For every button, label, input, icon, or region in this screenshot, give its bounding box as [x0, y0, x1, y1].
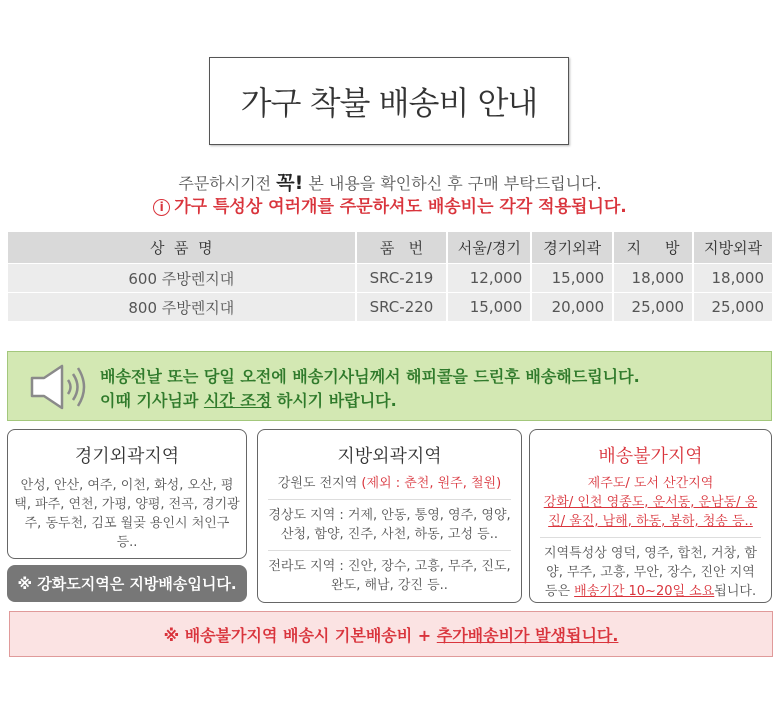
info-icon: i — [153, 199, 170, 216]
shipping-fee-table — [6, 232, 774, 321]
cell-price: 20,000 — [532, 292, 612, 321]
happy-call-banner — [7, 351, 772, 421]
footer-underline: 추가배송비가 발생됩니다. — [436, 625, 619, 645]
divider — [268, 550, 511, 551]
cell-price: 12,000 — [448, 263, 530, 292]
cell-product: 800 주방렌지대 — [8, 292, 355, 321]
notice-pre: 주문하시기전 — [178, 174, 277, 193]
gyeongsang-text: 경상도 지역 : 거제, 안동, 통영, 영주, 영양, 산청, 함양, 진주, 사천, 하동, 고성 등.. — [268, 508, 511, 542]
col-header-product: 상 품 명 — [8, 232, 355, 263]
gangwon-label: 강원도 전지역 — [277, 476, 362, 491]
box-title: 배송불가지역 — [598, 446, 703, 467]
delay-text — [530, 544, 771, 601]
col-header-gyeonggi-outer: 경기외곽 — [532, 232, 612, 263]
region-list: 강화/ 인천 영종도, 운서동, 운남동/ 옹진/ 울진, 남해, 하동, 봉하, 청송 등.. — [543, 495, 758, 529]
cell-code: SRC-219 — [357, 263, 447, 292]
cell-price: 18,000 — [614, 263, 692, 292]
cell-code: SRC-220 — [357, 292, 447, 321]
jeolla-text: 전라도 지역 : 진안, 장수, 고흥, 무주, 진도, 완도, 해남, 강진 등.. — [268, 559, 511, 593]
delay-period: 배송기간 10~20일 소요 — [574, 584, 715, 599]
page-title: 가구 착불 배송비 안내 — [240, 84, 538, 122]
gangwon-text — [258, 474, 521, 493]
cell-product: 600 주방렌지대 — [8, 263, 355, 292]
divider — [268, 499, 511, 500]
gyeonggi-outer-box — [7, 429, 247, 559]
cell-price: 25,000 — [614, 292, 692, 321]
notice-emphasis: 꼭! — [276, 172, 304, 194]
title-box — [209, 57, 569, 145]
col-header-province-outer: 지방외곽 — [694, 232, 772, 263]
no-delivery-regions — [530, 474, 771, 531]
ganghwa-note: ※ 강화도지역은 지방배송입니다. — [7, 565, 247, 602]
banner-line2-underline: 시간 조정 — [203, 391, 272, 410]
banner-text — [100, 365, 640, 413]
no-delivery-box — [529, 429, 772, 603]
extra-fee-banner — [9, 611, 773, 657]
box-title: 지방외곽지역 — [337, 446, 442, 467]
table-row — [8, 263, 772, 292]
cell-price: 18,000 — [694, 263, 772, 292]
col-header-code: 품 번 — [357, 232, 447, 263]
gangwon-exclusion: (제외 : 춘천, 원주, 철원) — [361, 476, 502, 491]
notice-post: 본 내용을 확인하신 후 구매 부탁드립니다. — [303, 174, 602, 193]
box-title: 경기외곽지역 — [74, 446, 180, 467]
col-header-province: 지 방 — [614, 232, 692, 263]
divider — [540, 537, 761, 538]
delay-pre: 지역특성상 영덕, 영주, 합천, 거창, 함양, 무주, 고흥, 무안, 장수, 진안 지역 등은 — [543, 546, 757, 599]
banner-line2 — [100, 389, 640, 413]
cell-price: 25,000 — [694, 292, 772, 321]
warning-text: 가구 특성상 여러개를 주문하셔도 배송비는 각각 적용됩니다. — [174, 197, 627, 217]
banner-line1: 배송전날 또는 당일 오전에 배송기사님께서 해피콜을 드린후 배송해드립니다. — [100, 367, 640, 386]
banner-line2-post: 하시기 바랍니다. — [271, 391, 397, 410]
footer-pre: ※ 배송불가지역 배송시 기본배송비 + — [163, 625, 437, 645]
cell-price: 15,000 — [448, 292, 530, 321]
box-text: 안성, 안산, 여주, 이천, 화성, 오산, 평택, 파주, 연천, 가평, 양평, 전곡, 경기광주, 동두천, 김포 월곶 용인시 처인구 등.. — [14, 478, 240, 550]
cell-price: 15,000 — [532, 263, 612, 292]
province-outer-box — [257, 429, 522, 603]
delay-post: 됩니다. — [714, 584, 757, 599]
col-header-seoul: 서울/경기 — [448, 232, 530, 263]
speaker-icon — [28, 362, 92, 412]
region-jeju: 제주도/ 도서 산간지역 — [587, 476, 714, 491]
table-header-row — [8, 232, 772, 263]
table-row — [8, 292, 772, 321]
banner-line2-pre: 이때 기사님과 — [100, 391, 204, 410]
warning-notice — [0, 192, 780, 217]
order-notice — [0, 168, 780, 195]
